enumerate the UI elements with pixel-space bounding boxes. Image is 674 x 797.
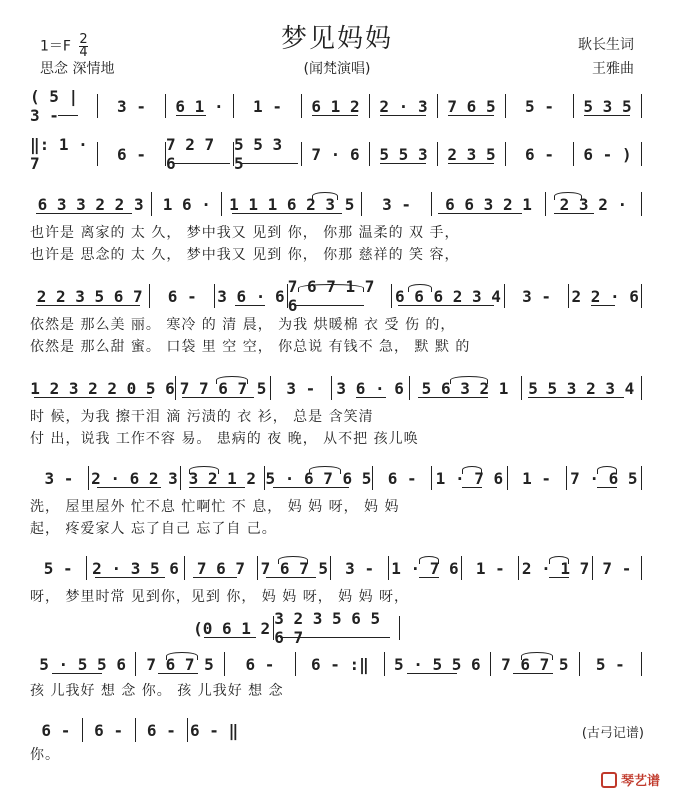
measure: 3 -: [97, 94, 165, 118]
measure: 5 6 3 2 1: [409, 376, 521, 400]
measure: ‖: 1 · 7: [30, 135, 88, 173]
measure: 5 5 3 5: [233, 142, 301, 166]
measure: 5 -: [579, 652, 642, 676]
watermark-logo: [601, 770, 660, 789]
measure: 3 -: [361, 192, 431, 216]
lyric-verse-2: 起， 疼爱家人 忘了自己 忘了自 己。: [30, 521, 277, 537]
measure: 6 -: [149, 284, 214, 308]
measure: 7 6 7 1 7 6: [287, 284, 391, 308]
measure: 6 -: [372, 466, 431, 490]
measure: 2 3 5: [437, 142, 505, 166]
measure: 7 2 7 6: [165, 142, 233, 166]
measure: 7 6 7 5: [490, 652, 579, 676]
measure: 7 6 7 5: [135, 652, 224, 676]
lyric-verse-1: 依然是 那么美 丽。 寒冷 的 清 晨， 为我 烘暖棉 衣 受 伤 的，: [30, 317, 456, 333]
measure: 6 - ‖: [187, 718, 240, 742]
measure: 6 -: [82, 718, 135, 742]
measure: 5 · 6 7 6 5: [264, 466, 373, 490]
measure: 6 1 ·: [165, 94, 233, 118]
measure: 2 · 6 2 3: [88, 466, 180, 490]
measure: 5 -: [505, 94, 573, 118]
measure: 2 2 · 6: [568, 284, 642, 308]
key-label: 1＝F: [40, 38, 71, 55]
score-row-10: [30, 718, 240, 742]
lyric-verse-1: 孩 儿我好 想 念 你。 孩 儿我好 想 念: [30, 683, 284, 699]
lyric-verse-1: 呀， 梦里时常 见到你，见到 你， 妈 妈 呀， 妈 妈 呀，: [30, 589, 410, 605]
measure: 6 - ): [573, 142, 642, 166]
measure: 6 3 3 2 2 3: [37, 194, 144, 214]
measure: 6 -: [224, 652, 295, 676]
composer-credit: 王雅曲: [592, 61, 634, 77]
lyric-verse-1: 也许是 离家的 太 久， 梦中我又 见到 你， 你那 温柔的 双 手，: [30, 225, 460, 241]
measure: 6 1 2: [301, 94, 369, 118]
measure: 7 7 6 7 5: [175, 376, 270, 400]
measure: 6 -: [135, 718, 188, 742]
measure: 1 2 3 2 2 0 5 6: [30, 378, 175, 398]
score-row-4: [30, 277, 642, 315]
measure: ( 5 | 3 -: [30, 87, 79, 125]
measure: 6 6 6 2 3 4: [391, 284, 503, 308]
measure: 3 -: [504, 284, 569, 308]
expression-mark: 思念 深情地: [40, 61, 115, 77]
measure: 7 · 6: [301, 142, 369, 166]
lyric-verse-1: 时 候，为我 擦干泪 滴 污渍的 衣 衫， 总是 含笑清: [30, 409, 374, 425]
measure: 2 2 3 5 6 7: [36, 286, 143, 306]
measure: 2 · 1 7: [518, 556, 591, 580]
measure: 7 -: [592, 556, 642, 580]
score-row-1: [30, 87, 642, 125]
measure: 2 3 2 ·: [545, 192, 642, 216]
score-row-3: [30, 192, 642, 216]
measure: 5 5 3: [369, 142, 437, 166]
time-bottom: 4: [79, 45, 88, 60]
time-signature: [79, 34, 87, 59]
lyric-verse-1: 洗， 屋里屋外 忙不息 忙啊忙 不 息， 妈 妈 呀， 妈 妈: [30, 499, 400, 515]
measure: 3 -: [270, 376, 331, 400]
measure: 3 -: [330, 556, 387, 580]
measure: 3 6 · 6: [214, 284, 287, 308]
lyricist-credit: 耿长生词: [578, 37, 634, 53]
measure: 5 · 5 5 6: [384, 652, 490, 676]
measure: 1 -: [233, 94, 301, 118]
measure: 3 2 3 5 6 5 6 7: [273, 616, 400, 640]
measure: 2 · 3 5 6: [86, 556, 183, 580]
score-row-7: [30, 556, 642, 580]
measure: 5 3 5: [573, 94, 642, 118]
score-row-2: [30, 135, 642, 173]
lyric-verse-2: 依然是 那么甜 蜜。 口袋 里 空 空， 你总说 有钱不 急， 默 默 的: [30, 339, 471, 355]
score-row-9: [30, 652, 642, 676]
lyric-verse-1: 你。: [30, 747, 60, 763]
measure: 1 -: [461, 556, 518, 580]
key-signature: [40, 34, 88, 59]
measure: 1 6 ·: [151, 192, 221, 216]
measure: 1 1 1 6 2 3 5: [221, 192, 361, 216]
interlude-row: [190, 609, 400, 647]
score-row-5: [30, 376, 642, 400]
measure: 5 5 3 2 3 4: [521, 376, 643, 400]
measure: 5 · 5 5 6: [39, 654, 126, 674]
measure: 3 -: [44, 468, 74, 488]
measure: 7 · 6 5: [566, 466, 642, 490]
time-top: 2: [79, 32, 88, 47]
measure: 3 2 1 2: [180, 466, 264, 490]
measure: (0 6 1 2: [193, 618, 271, 638]
song-title: 梦见妈妈: [280, 24, 393, 54]
measure: 3 6 · 6: [331, 376, 409, 400]
performer-credit: (闻梵演唱): [303, 61, 371, 77]
measure: 7 6 7 5: [257, 556, 330, 580]
measure: 2 · 3: [369, 94, 437, 118]
watermark-text: 琴艺谱: [620, 774, 660, 789]
lyric-verse-2: 也许是 思念的 太 久， 梦中我又 见到 你， 你那 慈祥的 笑 容，: [30, 247, 460, 263]
score-row-6: [30, 466, 642, 490]
measure: 1 · 7 6: [431, 466, 506, 490]
measure: 5 -: [43, 558, 73, 578]
logo-icon: [601, 772, 617, 788]
measure: 6 -: [505, 142, 573, 166]
measure: 1 · 7 6: [388, 556, 461, 580]
lyric-verse-2: 付 出，说我 工作不容 易。 患病的 夜 晚， 从不把 孩儿唤: [30, 431, 419, 447]
measure: 6 6 3 2 1: [431, 192, 545, 216]
measure: 7 6 7: [184, 556, 257, 580]
measure: 1 -: [507, 466, 566, 490]
measure: 7 6 5: [437, 94, 505, 118]
measure: 6 -: [97, 142, 165, 166]
measure: 6 - :‖: [295, 652, 384, 676]
transcriber-credit: (古弓记谱): [581, 726, 644, 741]
measure: 6 -: [41, 720, 71, 740]
